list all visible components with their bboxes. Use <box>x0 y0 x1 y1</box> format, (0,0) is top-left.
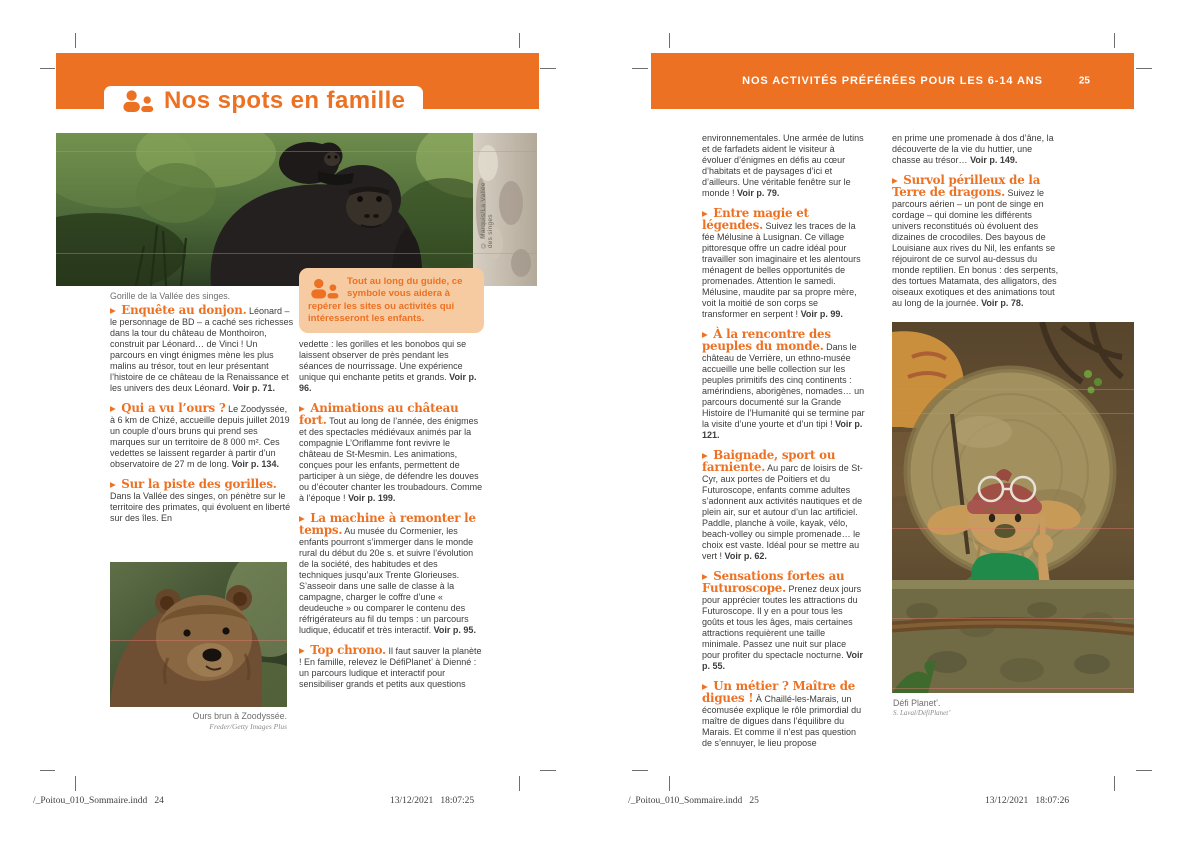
photo-caption: Gorille de la Vallée des singes. <box>110 291 231 301</box>
entry-heading: Qui a vu l’ours ? <box>121 401 226 415</box>
photo-credit: Freder/Getty Images Plus <box>209 722 287 731</box>
page-number: 25 <box>1078 75 1090 87</box>
crop-mark <box>632 68 648 69</box>
entry-heading: Animations au château fort. <box>299 401 459 427</box>
article-entry <box>110 403 294 470</box>
page-reference: Voir p. 199. <box>348 493 396 503</box>
running-head: NOS ACTIVITÉS PRÉFÉRÉES POUR LES 6-14 ANS <box>742 75 1043 87</box>
entry-body: Prenez deux jours pour apprécier toutes les attractions du Futuroscope. Il y en a pour tous les goûts et tous les âges, mais certaines attractions requièrent une taille minimale. Passez une nuit sur place pour profiter du spectacle nocturne. <box>702 584 862 660</box>
article-entry <box>702 208 866 320</box>
text-column <box>702 133 866 758</box>
article-entry <box>299 339 483 394</box>
arrow-icon: ▶ <box>702 682 708 691</box>
page-reference: Voir p. 149. <box>970 155 1018 165</box>
entry-body: Suivez le parcours aérien – un pont de singe en cordage – qui domine les différents univers reconstitués où évoluent des dizaines de crocodiles. Des bayous de Louisiane aux rives du Nil, les enfants se réjouiront de ce survol au-dessus du monde reptilien. En bonus : des serpents, des tortues Matamata, des alligators, des oiseaux exotiques et des animations tout au long de la journée. <box>892 188 1059 308</box>
crop-mark <box>40 68 55 69</box>
photo-caption: Ours brun à Zoodyssée. <box>192 711 287 721</box>
entry-body: en prime une promenade à dos d’âne, la découverte de la vie du huttier, une chasse au trésor… <box>892 133 1054 165</box>
gorilla-photo-art <box>56 133 537 286</box>
article-entry <box>299 645 483 690</box>
entry-heading: Enquête au donjon. <box>121 303 247 317</box>
crop-mark <box>1136 68 1152 69</box>
article-entry <box>892 175 1062 309</box>
entry-heading: À la rencontre des peuples du monde. <box>702 327 831 353</box>
text-column <box>110 305 294 533</box>
callout-text: Tout au long du guide, ce symbole vous aidera à repérer les sites ou activités qui intéresseront les enfants. <box>308 276 463 324</box>
crop-mark <box>540 770 556 771</box>
entry-body: Léonard – le personnage de BD – a caché ses richesses dans la tour du château de Monthoiron, construit par Léonard… de Vinci ! Un parcours en vingt énigmes mène les plus malins au trésor, tout en leur présentant l’histoire de ce château de la Renaissance et les univers des deux Léonard. <box>110 306 294 393</box>
entry-body: Tout au long de l’année, des énigmes et des spectacles médiévaux animés par la compagnie L’Oriflamme font revivre le château de St-Mesmin. Les animations, conçues pour les enfants, permettent de participer à un siège, de défendre les douves ou d’écouter chanter les troubadours. Comme à l’époque ! <box>299 416 483 503</box>
crop-mark <box>40 770 55 771</box>
crop-mark <box>519 776 520 791</box>
article-entry <box>702 133 866 199</box>
arrow-icon: ▶ <box>702 330 708 339</box>
article-entry <box>702 681 866 749</box>
family-icon <box>310 278 340 299</box>
text-column <box>299 339 483 699</box>
crop-mark <box>75 33 76 48</box>
article-entry <box>299 403 483 504</box>
arrow-icon: ▶ <box>702 572 708 581</box>
troll-photo-art <box>892 322 1134 693</box>
entry-body: Suivez les traces de la fée Mélusine à Lusignan. Ce village pittoresque offre un cadre idéal pour travailler son imaginaire et les alentours ménagent de belles opportunités de promenades. Attention le samedi. Mélusine, maudite par sa propre mère, voit la moitié de son corps se transformer en serpent ! <box>702 221 861 319</box>
arrow-icon: ▶ <box>892 176 898 185</box>
entry-body: Au parc de loisirs de St-Cyr, aux portes de Poitiers et du Futuroscope, enfants comme adultes s’adonnent aux activités nautiques et de plein air, sur et autour d’un lac artificiel. Paddle, planche à voile, kayak, vélo, beach-volley ou simple promenade… le choix est vaste. Idéal pour se mettre au vert ! <box>702 463 863 561</box>
crop-mark <box>669 776 670 791</box>
entry-heading: Sur la piste des gorilles. <box>121 477 277 491</box>
article-entry <box>702 571 866 672</box>
text-column <box>892 133 1062 318</box>
footer-timestamp: 13/12/2021 18:07:25 <box>390 796 475 806</box>
entry-heading: La machine à remonter le temps. <box>299 511 476 537</box>
footer-slug: /_Poitou_010_Sommaire.indd 25 <box>628 796 759 806</box>
page-reference: Voir p. 79. <box>737 188 780 198</box>
crop-mark <box>1114 33 1115 48</box>
photo-credit: S. Laval/DéfiPlanet’ <box>893 709 951 717</box>
entry-heading: Top chrono. <box>310 643 386 657</box>
entry-body: À Chaillé-les-Marais, un écomusée explique le rôle primordial du maître de digues dans l’équilibre du Marais. Et comme il n’est pas question de s’ennuyer, le lieu propose <box>702 694 862 748</box>
article-entry <box>892 133 1062 166</box>
entry-heading: Un métier ? Maître de digues ! <box>702 679 856 705</box>
crop-mark <box>632 770 648 771</box>
crop-mark <box>75 776 76 791</box>
gorilla-photo <box>56 133 537 286</box>
entry-heading: Sensations fortes au Futuroscope. <box>702 569 845 595</box>
arrow-icon: ▶ <box>702 209 708 218</box>
page-reference: Voir p. 99. <box>800 309 843 319</box>
article-entry <box>702 329 866 441</box>
arrow-icon: ▶ <box>110 306 116 315</box>
page-reference: Voir p. 62. <box>724 551 767 561</box>
page-reference: Voir p. 71. <box>232 383 275 393</box>
section-title: Nos spots en famille <box>164 86 406 114</box>
entry-body: Le Zoodyssée, à 6 km de Chizé, accueille depuis juillet 2019 un couple d’ours bruns qui prend ses marques sur un territoire de 8 000 m². Ces vedettes se laissent regarder à partir d’un observatoire de 27 m de long. <box>110 404 290 469</box>
page-reference: Voir p. 121. <box>702 419 863 440</box>
article-entry <box>299 513 483 636</box>
section-banner <box>56 53 539 114</box>
page-reference: Voir p. 96. <box>299 372 477 393</box>
entry-body: Dans le château de Verrière, un ethno-musée accueille une belle collection sur les peuples primitifs des cinq continents : amérindiens, aborigènes, nomades… un parcours documenté sur la Grande Histoire de l’Humanité qui se termine par la visite d’une yourte et d’un tipi ! <box>702 342 865 429</box>
photo-caption: Défi Planet’. <box>893 698 941 708</box>
page-reference: Voir p. 78. <box>981 298 1024 308</box>
troll-photo <box>892 322 1134 693</box>
crop-mark <box>669 33 670 48</box>
entry-body: Au musée du Cormenier, les enfants pourront s’immerger dans le monde rural du début du 20e s. et suivre l’évolution de la société, des habitudes et des techniques jusqu’aux Trente Glorieuses. S’asseoir dans une salle de classe à la campagne, charger le coffre d’une « deudeuche » ou comparer le contenu des réfrigérateurs au fil du temps : un parcours ludique, éducatif et très interactif. <box>299 526 474 635</box>
entry-body: Il faut sauver la planète ! En famille, relevez le DéfiPlanet’ à Dienné : un parcours ludique et interactif pour sensibiliser grands et petits aux questions <box>299 646 482 689</box>
page-reference: Voir p. 95. <box>433 625 476 635</box>
bear-photo-art <box>110 562 287 707</box>
arrow-icon: ▶ <box>110 404 116 413</box>
footer-slug: /_Poitou_010_Sommaire.indd 24 <box>33 796 164 806</box>
footer-timestamp: 13/12/2021 18:07:26 <box>985 796 1070 806</box>
family-icon <box>122 90 155 112</box>
entry-heading: Entre magie et légendes. <box>702 206 809 232</box>
article-entry <box>110 479 294 524</box>
kids-callout <box>299 268 484 333</box>
crop-mark <box>1114 776 1115 791</box>
entry-heading: Survol périlleux de la Terre de dragons. <box>892 173 1041 199</box>
page-reference: Voir p. 134. <box>231 459 279 469</box>
arrow-icon: ▶ <box>299 514 305 523</box>
entry-body: vedette : les gorilles et les bonobos qui se laissent observer de près pendant les séances de nourrissage. Une expérience unique qui enchante petits et grands. <box>299 339 467 382</box>
entry-body: Dans la Vallée des singes, on pénètre sur le territoire des primates, qui évoluent en liberté sur des îles. En <box>110 491 291 523</box>
entry-body: environnementales. Une armée de lutins et de farfadets aident le visiteur à évoluer d’énigmes en défis au cœur d’habitats et de paysages d’ici et d’ailleurs. Une véritable fenêtre sur le monde ! <box>702 133 864 198</box>
article-entry <box>110 305 294 394</box>
article-entry <box>702 450 866 562</box>
arrow-icon: ▶ <box>702 451 708 460</box>
crop-mark <box>1136 770 1152 771</box>
page-reference: Voir p. 55. <box>702 650 863 671</box>
crop-mark <box>540 68 556 69</box>
arrow-icon: ▶ <box>299 404 305 413</box>
entry-heading: Baignade, sport ou farniente. <box>702 448 836 474</box>
bear-photo <box>110 562 287 707</box>
crop-mark <box>519 33 520 48</box>
section-title-label <box>104 86 423 115</box>
section-banner <box>651 53 1134 109</box>
arrow-icon: ▶ <box>299 646 305 655</box>
arrow-icon: ▶ <box>110 480 116 489</box>
photo-credit-vertical: © Marquis/La Vallée des singes <box>480 181 494 248</box>
